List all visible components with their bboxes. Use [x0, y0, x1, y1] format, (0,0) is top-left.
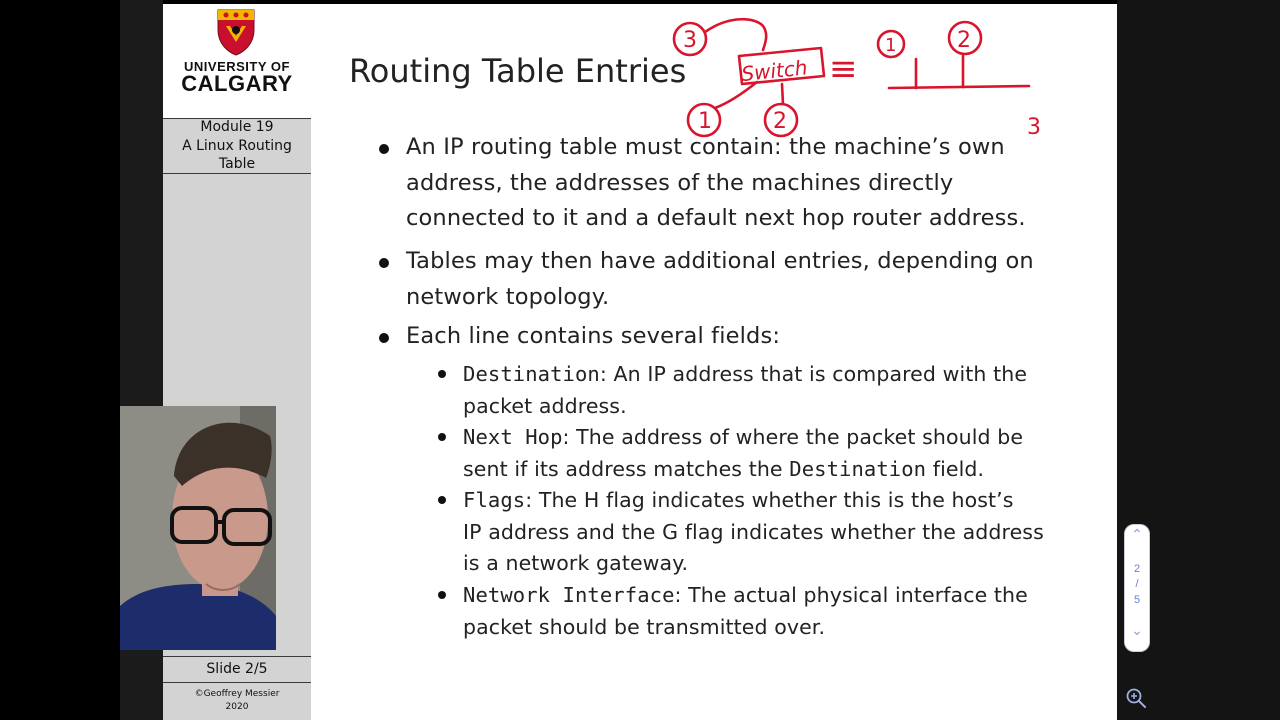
equivalence-sign: ≡	[829, 49, 858, 89]
bullet-line: address, the addresses of the machines directly	[406, 169, 954, 196]
bullet-line: Each line contains several fields:	[406, 323, 781, 349]
link-line	[705, 19, 766, 50]
link-line	[715, 82, 757, 108]
field-description: field.	[926, 456, 985, 481]
divider	[163, 173, 311, 174]
field-description: : An IP address that is compared with the	[599, 362, 1028, 386]
module-name-line2: Table	[218, 156, 256, 172]
node-label: 1	[885, 35, 897, 56]
bus-line	[889, 86, 1029, 88]
copyright	[163, 688, 311, 714]
divider	[163, 656, 311, 657]
field-description: packet address.	[463, 393, 627, 418]
bullet-line: connected to it and a default next hop router address.	[406, 205, 1026, 231]
node-label: 1	[698, 109, 712, 134]
university-logo	[163, 4, 311, 118]
presenter-webcam	[120, 406, 276, 650]
node-label: 3	[683, 28, 697, 53]
presenter-image	[120, 406, 276, 650]
university-name-line1: UNIVERSITY OF	[184, 59, 290, 74]
current-page: 2	[1133, 563, 1141, 575]
page-navigator	[1124, 524, 1150, 652]
node-label: 2	[773, 109, 787, 134]
bullet-line: Tables may then have additional entries, depending on	[406, 248, 1034, 274]
module-number: Module 19	[200, 119, 274, 135]
module-name-line1: A Linux Routing	[182, 137, 292, 154]
field-description: : The address of where the packet should be	[562, 425, 1024, 449]
total-pages: 5	[1133, 594, 1141, 606]
slide-title: Routing Table Entries	[349, 52, 687, 90]
link-line	[782, 84, 783, 104]
field-name: Destination	[463, 362, 600, 386]
university-name-line2: CALGARY	[181, 71, 293, 96]
field-name: Network Interface	[463, 583, 675, 607]
field-description: IP address and the G flag indicates whether the address	[463, 519, 1044, 544]
field-description: packet should be transmitted over.	[463, 614, 826, 639]
chevron-down-icon[interactable]: ⌄	[1131, 623, 1143, 639]
zoom-in-icon[interactable]	[1124, 686, 1148, 710]
switch-label: Switch	[740, 55, 809, 87]
module-title	[163, 118, 311, 174]
field-description: : The actual physical interface the	[674, 583, 1028, 607]
copyright-year: 2020	[225, 702, 249, 712]
background-left	[0, 0, 120, 720]
bullet-line: An IP routing table must contain: the machine’s own	[406, 134, 1005, 160]
field-name: Destination	[789, 456, 927, 481]
coat-of-arms-icon	[216, 8, 256, 56]
field-description: sent if its address matches the	[463, 456, 790, 481]
divider	[163, 682, 311, 683]
slide-content	[311, 4, 1117, 720]
copyright-author: ©Geoffrey Messier	[194, 689, 280, 699]
page-separator: /	[1135, 578, 1139, 590]
field-name: Next Hop	[463, 425, 563, 449]
ink-annotations	[311, 4, 1117, 720]
slide-number: Slide 2/5	[206, 661, 268, 677]
node-label: 3	[1027, 115, 1041, 140]
field-description: : The H flag indicates whether this is the host’s	[525, 488, 1014, 512]
bullet-line: network topology.	[406, 283, 610, 310]
field-name: Flags	[463, 488, 526, 512]
chevron-up-icon[interactable]: ⌃	[1131, 527, 1143, 543]
node-label: 2	[957, 28, 971, 53]
field-description: is a network gateway.	[463, 551, 689, 575]
